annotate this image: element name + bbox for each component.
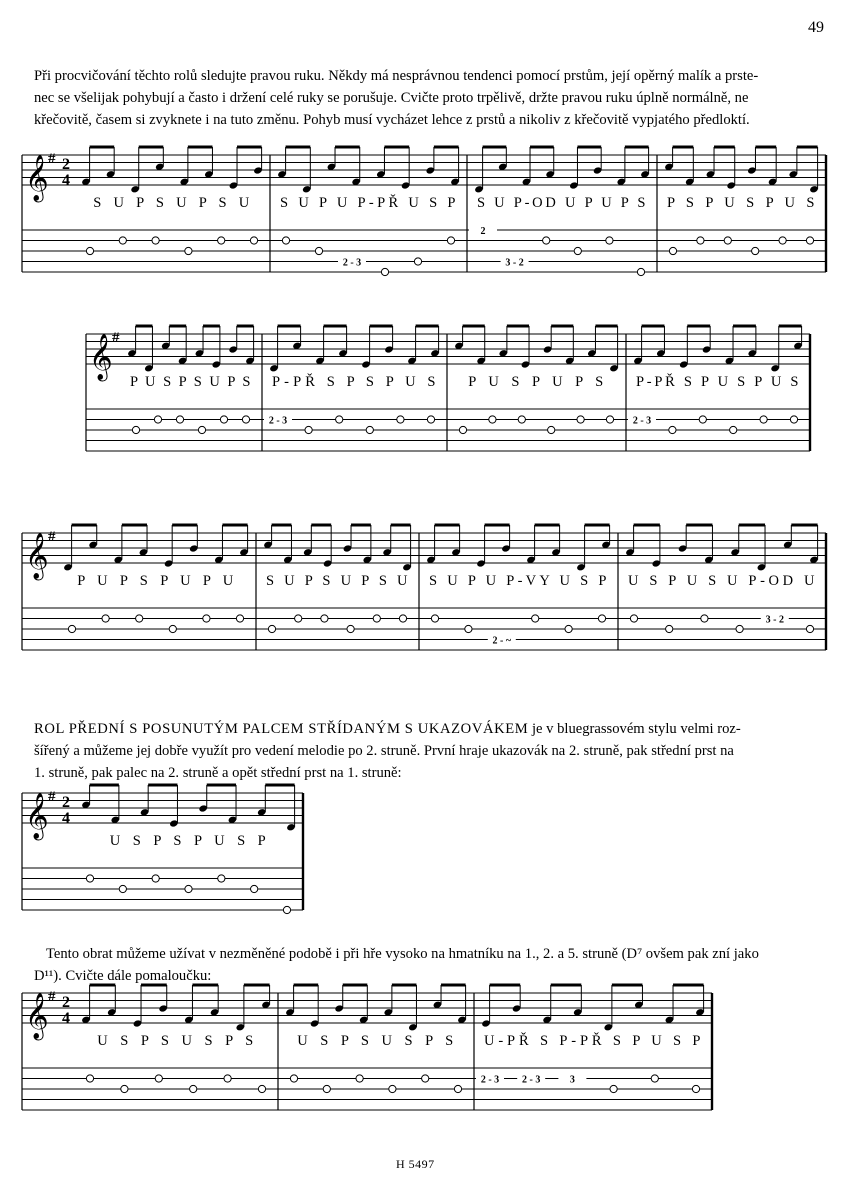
- tab-fret-number: 2 - ~: [492, 635, 512, 647]
- tab-fret-number: 3 - 2: [505, 257, 524, 269]
- section-line: je v bluegrassovém stylu velmi roz-: [528, 721, 741, 737]
- tab-fret-number: 3 - 2: [765, 614, 784, 626]
- time-signature-bottom: 4: [62, 810, 70, 827]
- key-signature-sharp: #: [48, 529, 56, 545]
- key-signature-sharp: #: [48, 789, 56, 805]
- footer-code: H 5497: [396, 1157, 435, 1171]
- tab-open-string: [224, 1075, 231, 1082]
- tab-open-string: [610, 1085, 617, 1092]
- intro-line: křečovitě, časem si zvyknete i na tuto změnu. Pohyb musí vycházet lehce z prstů a nikoliv z křečovitě vypjatého předloktí.: [34, 112, 750, 128]
- tab-open-string: [454, 1085, 461, 1092]
- tab-open-string: [190, 1085, 197, 1092]
- key-signature-sharp: #: [112, 330, 120, 346]
- tab-open-string: [121, 1085, 128, 1092]
- tab-open-string: [290, 1075, 297, 1082]
- tab-open-string: [258, 1085, 265, 1092]
- key-signature-sharp: #: [48, 151, 56, 167]
- section-line: 1. struně, pak palec na 2. struně a opět střední prst na 1. struně:: [34, 765, 402, 781]
- fingering-label: S U P S U P S U: [266, 573, 409, 589]
- page-number: 49: [808, 19, 824, 36]
- tab-open-string: [422, 1075, 429, 1082]
- intro-line: Při procvičování těchto rolů sledujte pravou ruku. Někdy má nesprávnou tendenci pomocí prstům, její opěrný malík a prste-: [34, 68, 759, 84]
- fingering-label: U S P S U S P S: [97, 1033, 255, 1049]
- fingering-label: S U P U P-PŘ U S P: [280, 195, 457, 211]
- fingering-label: P U S P S U P S: [130, 374, 252, 390]
- tab-open-string: [155, 1075, 162, 1082]
- tab-fret-number: 2 - 3: [342, 257, 362, 269]
- fingering-label: S U P U P-VY U S P: [429, 573, 608, 589]
- fingering-label: U-PŘ S P-PŘ S P U S P: [484, 1033, 702, 1049]
- section-line: šířený a můžeme jej dobře využít pro vedení melodie po 2. struně. První hraje ukazovák na 2. struně, pak střední prst na: [34, 743, 734, 759]
- fingering-label: U S P S P U S P: [109, 833, 268, 849]
- time-signature-bottom: 4: [62, 1010, 70, 1027]
- tab-fret-number: 2 - 3: [268, 415, 288, 427]
- intro-line: nec se všelijak pohybují a často i držení celé ruky se porušuje. Cvičte proto trpělivě, držte pravou ruku úplně normálně, ne: [34, 90, 749, 106]
- tab-open-string: [323, 1085, 330, 1092]
- treble-clef: 𝄞: [25, 793, 49, 838]
- tab-open-string: [356, 1075, 363, 1082]
- treble-clef: 𝄞: [25, 533, 49, 578]
- treble-clef: 𝄞: [25, 993, 49, 1038]
- time-signature-bottom: 4: [62, 172, 70, 189]
- time-signature-top: 2: [62, 156, 70, 173]
- fingering-label: P U S P U P S: [468, 374, 605, 390]
- tab-fret-number: 3: [569, 1074, 575, 1086]
- tab-open-string: [692, 1085, 699, 1092]
- treble-clef: 𝄞: [25, 155, 49, 200]
- fingering-label: U S P S U S P S: [297, 1033, 455, 1049]
- tab-fret-number: 2 - 3: [522, 1074, 541, 1086]
- obrat-line: Tento obrat můžeme užívat v nezměněné podobě i při hře vysoko na hmatníku na 1., 2. a 5. struně (D⁷ ovšem pak zní jako: [46, 946, 759, 962]
- tab-fret-number: 2 - 3: [480, 1074, 500, 1086]
- fingering-label: S U P-OD U P U P S: [477, 195, 647, 211]
- fingering-label: S U P S U P S U: [93, 195, 251, 211]
- tab-open-string: [86, 1075, 93, 1082]
- fingering-label: P-PŘ S P U S P U S: [636, 374, 800, 390]
- time-signature-top: 2: [62, 994, 70, 1011]
- tab-open-string: [651, 1075, 658, 1082]
- time-signature-top: 2: [62, 794, 70, 811]
- fingering-label: P S P U S P U S: [667, 195, 816, 211]
- section-heading: ROL PŘEDNÍ S POSUNUTÝM PALCEM STŘÍDANÝM S UKAZOVÁKEM: [34, 721, 529, 737]
- fingering-label: P-PŘ S P S P U S: [272, 374, 437, 390]
- key-signature-sharp: #: [48, 989, 56, 1005]
- obrat-line: D¹¹). Cvičte dále pomaloučku:: [34, 968, 212, 984]
- fingering-label: U S P U S U P-OD U: [628, 573, 816, 589]
- fingering-label: P U P S P U P U: [77, 573, 235, 589]
- treble-clef: 𝄞: [89, 334, 113, 379]
- tab-fret-number: 2: [480, 226, 486, 237]
- tab-open-string: [389, 1085, 396, 1092]
- tab-fret-number: 2 - 3: [632, 415, 652, 427]
